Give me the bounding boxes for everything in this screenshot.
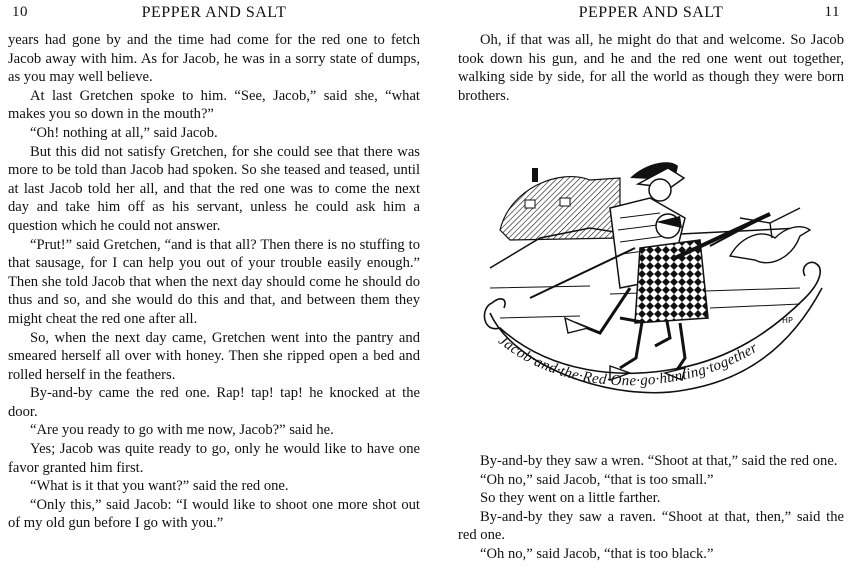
paragraph: But this did not satisfy Gretchen, for she could see that there was more to be told than Jacob had spoken. So she teased and teased, until at last Jacob told her all, and that the red one was to come the next day and take him off as his servant, unless he could ask him a question which he could not answer. <box>8 143 420 234</box>
right-page-header <box>458 4 844 24</box>
banner-caption: Jacob·and·the·Red·One·go·hunting·together <box>495 332 761 390</box>
paragraph: So they went on a little farther. <box>480 490 661 507</box>
right-page-top-body <box>458 31 844 105</box>
paragraph: years had gone by and the time had come for the red one to fetch Jacob away with him. As for Jacob, he was in a sorry state of dumps, as you may well believe. <box>8 32 420 86</box>
right-page <box>458 0 844 587</box>
right-page-number: 11 <box>824 4 840 20</box>
paragraph: “Prut!” said Gretchen, “and is that all? Then there is no stuffing to that sausage, for I can help you out of your trouble easily enough.” Then she told Jacob that when the next day should come he should do thus and so, and she would do this and that, and between them they might cheat the red one after all. <box>8 236 420 327</box>
left-page-number: 10 <box>12 4 28 20</box>
left-running-title: PEPPER AND SALT <box>141 4 287 21</box>
illustration-jacob-and-red-one <box>470 118 840 448</box>
paragraph: “Oh! nothing at all,” said Jacob. <box>30 124 218 141</box>
left-page <box>8 0 420 587</box>
paragraph: So, when the next day came, Gretchen went into the pantry and smeared herself all over with honey. Then she ripped open a bed and rolled herself in the feathers. <box>8 329 420 383</box>
paragraph: Oh, if that was all, he might do that and welcome. So Jacob took down his gun, and he and the red one went out together, walking side by side, for all the world as though they were born brothers. <box>458 32 844 104</box>
paragraph: At last Gretchen spoke to him. “See, Jacob,” said she, “what makes you so down in the mouth?” <box>8 87 420 123</box>
paragraph: “Are you ready to go with me now, Jacob?” said he. <box>30 422 334 439</box>
paragraph: “What is it that you want?” said the red one. <box>30 478 289 495</box>
right-running-title: PEPPER AND SALT <box>578 4 724 21</box>
left-page-body <box>8 31 420 533</box>
illustrator-monogram: HP <box>782 316 793 325</box>
paragraph: “Only this,” said Jacob: “I would like to shoot one more shot out of my old gun before I go with you.” <box>8 496 420 532</box>
paragraph: Yes; Jacob was quite ready to go, only he would like to have one favor granted him first. <box>8 441 420 476</box>
left-page-header <box>8 4 420 24</box>
illustration-drawing <box>470 118 840 448</box>
paragraph: By-and-by they saw a wren. “Shoot at that,” said the red one. <box>480 453 838 469</box>
paragraph: By-and-by they saw a raven. “Shoot at that, then,” said the red one. <box>458 508 844 544</box>
paragraph: By-and-by came the red one. Rap! tap! tap! he knocked at the door. <box>8 385 420 420</box>
right-page-bottom-body <box>458 452 844 564</box>
paragraph: “Oh no,” said Jacob, “that is too small.” <box>480 471 714 488</box>
paragraph: “Oh no,” said Jacob, “that is too black.” <box>480 545 714 562</box>
